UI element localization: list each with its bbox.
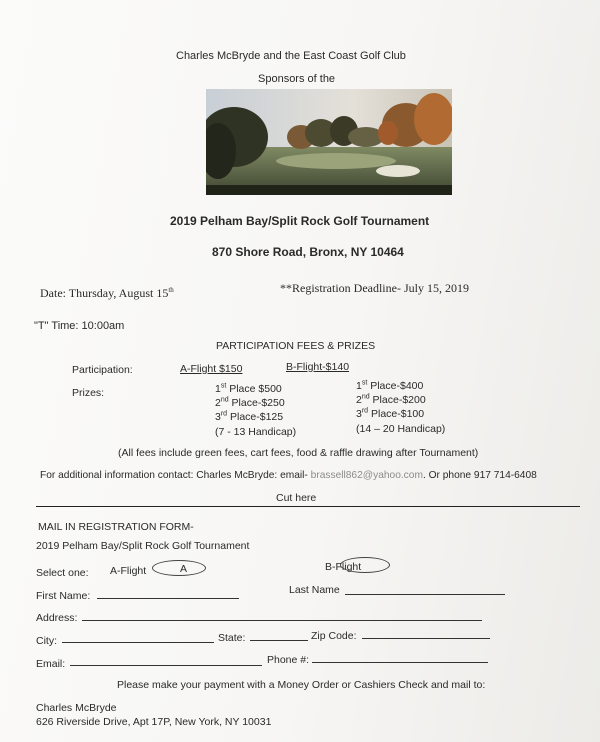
email-field[interactable] — [70, 665, 262, 666]
form-heading: MAIL IN REGISTRATION FORM- — [38, 521, 194, 533]
b-prize-2: 2nd Place-$200 — [356, 393, 426, 406]
event-date — [40, 286, 174, 301]
contact-phone: . Or phone 917 714-6408 — [422, 470, 537, 481]
last-name-label: Last Name — [289, 584, 340, 596]
option-a-mark: A — [180, 563, 188, 575]
event-address: 870 Shore Road, Bronx, NY 10464 — [212, 245, 404, 259]
a-flight-fee: A-Flight $150 — [180, 363, 243, 375]
event-title: 2019 Pelham Bay/Split Rock Golf Tournament — [170, 214, 430, 228]
a-prize-2: 2nd Place-$250 — [215, 396, 285, 409]
form-subheading: 2019 Pelham Bay/Split Rock Golf Tournament — [36, 540, 250, 552]
registration-deadline: **Registration Deadline- July 15, 2019 — [280, 281, 469, 295]
phone-field[interactable] — [312, 662, 488, 663]
a-prize-1: 1st Place $500 — [215, 382, 282, 395]
event-date-suffix: th — [168, 286, 174, 294]
cut-line — [36, 506, 580, 507]
fees-note: (All fees include green fees, cart fees, food & raffle drawing after Tournament) — [118, 447, 479, 459]
first-name-field[interactable] — [97, 598, 239, 599]
address-field[interactable] — [82, 620, 482, 621]
contact-prefix: For additional information contact: Charles McBryde: email- — [40, 470, 311, 481]
payment-instructions: Please make your payment with a Money Order or Cashiers Check and mail to: — [117, 679, 486, 691]
a-handicap: (7 - 13 Handicap) — [215, 426, 297, 438]
city-field[interactable] — [62, 642, 214, 643]
b-flight-fee: B-Flight-$140 — [286, 361, 350, 373]
tee-time: "T" Time: 10:00am — [34, 320, 125, 332]
mail-to-address: 626 Riverside Drive, Apt 17P, New York, NY 10031 — [36, 716, 272, 728]
option-a-label: A-Flight — [110, 565, 147, 577]
last-name-field[interactable] — [345, 594, 505, 595]
b-prize-3: 3rd Place-$100 — [356, 407, 425, 420]
fees-heading: PARTICIPATION FEES & PRIZES — [216, 340, 376, 352]
phone-label: Phone #: — [267, 654, 310, 666]
zip-label: Zip Code: — [311, 630, 357, 642]
golf-course-photo-icon — [206, 89, 452, 195]
state-field[interactable] — [250, 640, 308, 641]
address-label: Address: — [36, 612, 78, 624]
sponsor-subline: Sponsors of the — [258, 73, 336, 85]
sponsor-line: Charles McBryde and the East Coast Golf Club — [176, 50, 406, 62]
contact-info — [40, 470, 537, 481]
cut-here-label: Cut here — [276, 492, 317, 504]
contact-email-link[interactable]: brassell862@yahoo.com — [310, 470, 423, 481]
mail-to-name: Charles McBryde — [36, 702, 117, 714]
option-b-label: B-Flight — [325, 561, 362, 573]
b-handicap: (14 – 20 Handicap) — [356, 423, 446, 435]
event-date-text: Date: Thursday, August 15 — [40, 286, 169, 300]
a-prize-3: 3rd Place-$125 — [215, 410, 284, 423]
state-label: State: — [218, 632, 246, 644]
participation-label: Participation: — [72, 364, 133, 376]
option-b-oval[interactable] — [340, 557, 390, 573]
prizes-label: Prizes: — [72, 387, 105, 399]
zip-field[interactable] — [362, 638, 490, 639]
email-label: Email: — [36, 658, 66, 670]
option-a-oval[interactable] — [152, 560, 206, 576]
b-prize-1: 1st Place-$400 — [356, 379, 424, 392]
select-label: Select one: — [36, 567, 89, 579]
city-label: City: — [36, 635, 57, 647]
first-name-label: First Name: — [36, 590, 91, 602]
